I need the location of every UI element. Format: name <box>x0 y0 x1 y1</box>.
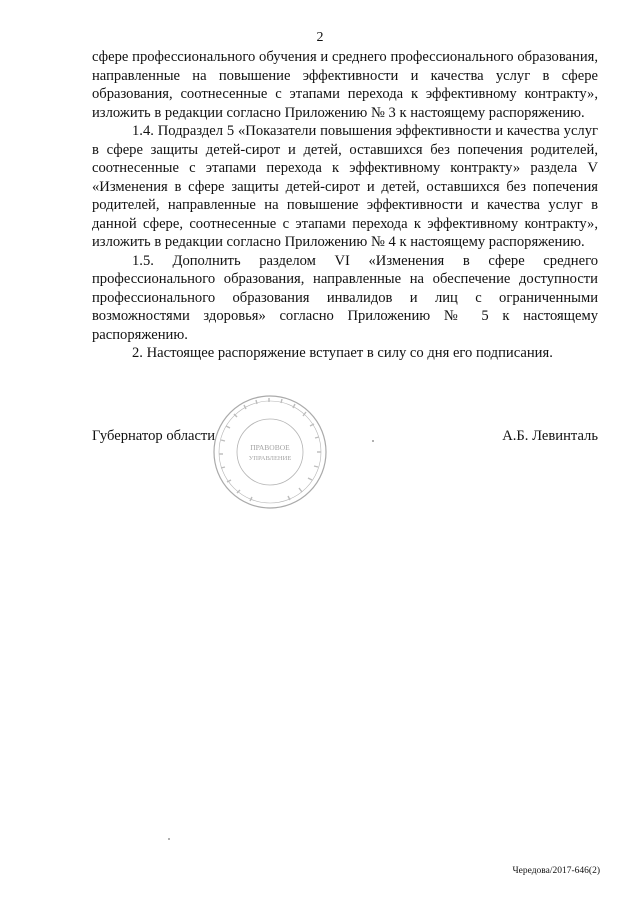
page-number: 2 <box>316 30 324 45</box>
seal-inner-line1: ПРАВОВОЕ <box>250 443 290 452</box>
paragraph-2: 2. Настоящее распоряжение вступает в силу со дня его подписания. <box>132 345 553 361</box>
signatory-name: А.Б. Левинталь <box>502 428 598 444</box>
paragraph-1-5: 1.5. Дополнить разделом VI «Изменения в сфере среднего профессионального образования, направленные на обеспечение доступности профессионального образования инвалидов и лиц с ограниченными возможностями здоровья» согласно Приложению № 5 к настоящему распоряжению. <box>92 252 598 343</box>
signature-block <box>92 428 598 450</box>
signatory-title: Губернатор области <box>92 428 216 444</box>
footer-document-code: Чередова/2017-646(2) <box>512 866 600 876</box>
document-body <box>92 48 598 363</box>
paragraph-continuation: сфере профессионального обучения и среднего профессионального образования, направленные на повышение эффективности и качества услуг в сфере образования, соотнесенные с этапами перехода к эффективному контракту», изложить в редакции согласно Приложению № 3 к настоящему распоряжению. <box>92 49 598 121</box>
seal-inner-line2: УПРАВЛЕНИЕ <box>248 455 292 462</box>
paragraph-1-4: 1.4. Подраздел 5 «Показатели повышения эффективности и качества услуг в сфере защиты детей-сирот и детей, оставшихся без попечения родителей, соотнесенные с этапами перехода к эффективному контракту» раздела V «Изменения в сфере защиты детей-сирот и детей, оставшихся без попечения родителей, направленные на повышение эффективности и качества услуг в данной сфере, соотнесенные с этапами перехода к эффективному контракту», изложить в редакции согласно Приложению № 4 к настоящему распоряжению. <box>92 123 598 250</box>
official-seal-stamp <box>206 392 338 510</box>
scan-speck <box>168 838 170 840</box>
scan-speck <box>372 440 374 442</box>
